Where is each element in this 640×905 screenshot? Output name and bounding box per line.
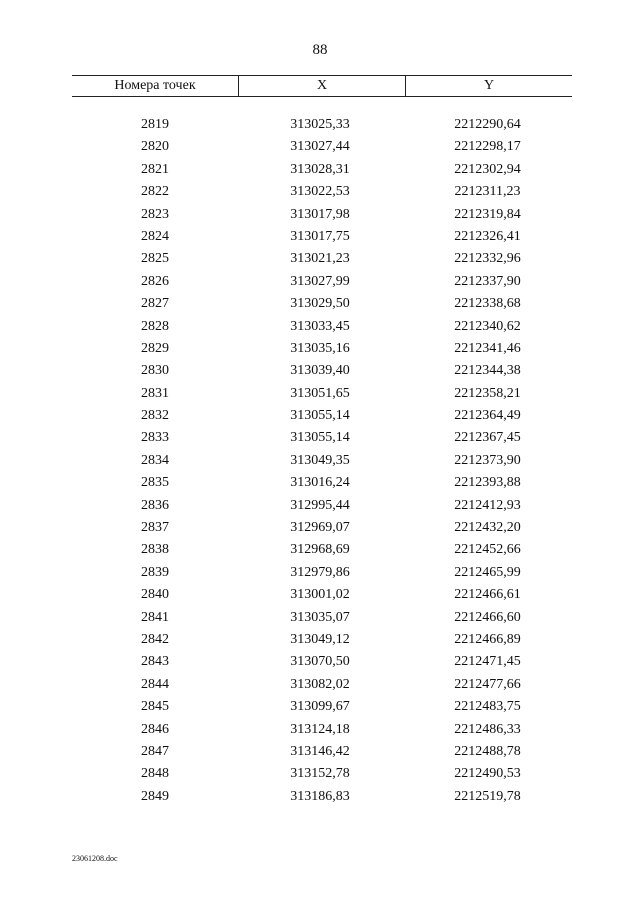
x-coordinate-cell: 313028,31 — [290, 161, 350, 177]
x-coordinate-cell: 313029,50 — [290, 296, 350, 312]
x-coordinate-cell: 313017,75 — [290, 228, 350, 244]
y-coordinate-cell: 2212519,78 — [454, 788, 521, 804]
y-coordinate-cell: 2212466,60 — [454, 609, 521, 625]
table-row — [0, 271, 640, 293]
point-number-cell: 2821 — [141, 161, 169, 177]
point-number-cell: 2827 — [141, 296, 169, 312]
point-number-cell: 2830 — [141, 363, 169, 379]
y-coordinate-cell: 2212332,96 — [454, 251, 521, 267]
point-number-cell: 2839 — [141, 564, 169, 580]
y-coordinate-cell: 2212311,23 — [454, 184, 521, 200]
y-coordinate-cell: 2212302,94 — [454, 161, 521, 177]
x-coordinate-cell: 313082,02 — [290, 676, 350, 692]
x-coordinate-cell: 313035,16 — [290, 340, 350, 356]
table-row — [0, 763, 640, 785]
table-row — [0, 539, 640, 561]
table-row — [0, 786, 640, 808]
x-coordinate-cell: 313049,12 — [290, 631, 350, 647]
point-number-cell: 2828 — [141, 318, 169, 334]
table-row — [0, 136, 640, 158]
table-row — [0, 562, 640, 584]
table-row — [0, 360, 640, 382]
y-coordinate-cell: 2212477,66 — [454, 676, 521, 692]
table-row — [0, 607, 640, 629]
table-row — [0, 383, 640, 405]
point-number-cell: 2832 — [141, 408, 169, 424]
point-number-cell: 2823 — [141, 206, 169, 222]
table-row — [0, 495, 640, 517]
table-row — [0, 629, 640, 651]
table-header — [72, 76, 572, 96]
x-coordinate-cell: 313016,24 — [290, 475, 350, 491]
point-number-cell: 2820 — [141, 139, 169, 155]
point-number-cell: 2846 — [141, 721, 169, 737]
y-coordinate-cell: 2212452,66 — [454, 542, 521, 558]
table-row — [0, 517, 640, 539]
y-coordinate-cell: 2212466,89 — [454, 631, 521, 647]
table-row — [0, 226, 640, 248]
x-coordinate-cell: 313035,07 — [290, 609, 350, 625]
point-number-cell: 2826 — [141, 273, 169, 289]
x-coordinate-cell: 313049,35 — [290, 452, 350, 468]
y-coordinate-cell: 2212483,75 — [454, 699, 521, 715]
point-number-cell: 2836 — [141, 497, 169, 513]
x-coordinate-cell: 312995,44 — [290, 497, 350, 513]
x-coordinate-cell: 313001,02 — [290, 587, 350, 603]
point-number-cell: 2833 — [141, 430, 169, 446]
table-row — [0, 472, 640, 494]
point-number-cell: 2848 — [141, 766, 169, 782]
point-number-cell: 2837 — [141, 520, 169, 536]
x-coordinate-cell: 313025,33 — [290, 117, 350, 132]
point-number-cell: 2838 — [141, 542, 169, 558]
x-coordinate-cell: 313099,67 — [290, 699, 350, 715]
y-coordinate-cell: 2212471,45 — [454, 654, 521, 670]
point-number-cell: 2844 — [141, 676, 169, 692]
point-number-cell: 2829 — [141, 340, 169, 356]
x-coordinate-cell: 313039,40 — [290, 363, 350, 379]
table-row — [0, 450, 640, 472]
header-y: Y — [483, 78, 495, 93]
header-x: X — [239, 76, 406, 96]
x-coordinate-cell: 313055,14 — [290, 408, 350, 424]
header-point-number: Номера точек — [72, 76, 239, 96]
y-coordinate-cell: 2212412,93 — [454, 497, 521, 513]
x-coordinate-cell: 313186,83 — [290, 788, 350, 804]
x-coordinate-cell: 313124,18 — [290, 721, 350, 737]
y-coordinate-cell: 2212466,61 — [454, 587, 521, 603]
point-number-cell: 2822 — [141, 184, 169, 200]
y-coordinate-cell: 2212319,84 — [454, 206, 521, 222]
table-body — [0, 114, 640, 808]
y-coordinate-cell: 2212432,20 — [454, 520, 521, 536]
table-row — [0, 316, 640, 338]
y-coordinate-cell: 2212341,46 — [454, 340, 521, 356]
y-coordinate-cell: 2212290,64 — [454, 117, 521, 132]
y-coordinate-cell: 2212344,38 — [454, 363, 521, 379]
table-row — [0, 114, 640, 136]
x-coordinate-cell: 312969,07 — [290, 520, 350, 536]
x-coordinate-cell: 313022,53 — [290, 184, 350, 200]
y-coordinate-cell: 2212340,62 — [454, 318, 521, 334]
x-coordinate-cell: 312979,86 — [290, 564, 350, 580]
x-coordinate-cell: 313070,50 — [290, 654, 350, 670]
point-number-cell: 2819 — [141, 117, 169, 132]
x-coordinate-cell: 313017,98 — [290, 206, 350, 222]
page-number: 88 — [312, 42, 328, 58]
x-coordinate-cell: 313055,14 — [290, 430, 350, 446]
point-number-cell: 2831 — [141, 385, 169, 401]
point-number-cell: 2825 — [141, 251, 169, 267]
y-coordinate-cell: 2212486,33 — [454, 721, 521, 737]
x-coordinate-cell: 313021,23 — [290, 251, 350, 267]
table-row — [0, 405, 640, 427]
point-number-cell: 2824 — [141, 228, 169, 244]
x-coordinate-cell: 313146,42 — [290, 743, 350, 759]
table-row — [0, 584, 640, 606]
table-row — [0, 427, 640, 449]
table-row — [0, 719, 640, 741]
y-coordinate-cell: 2212364,49 — [454, 408, 521, 424]
y-coordinate-cell: 2212298,17 — [454, 139, 521, 155]
point-number-cell: 2840 — [141, 587, 169, 603]
y-coordinate-cell: 2212338,68 — [454, 296, 521, 312]
x-coordinate-cell: 313033,45 — [290, 318, 350, 334]
y-coordinate-cell: 2212358,21 — [454, 385, 521, 401]
table-row — [0, 741, 640, 763]
y-coordinate-cell: 2212393,88 — [454, 475, 521, 491]
table-row — [0, 338, 640, 360]
footer-filename: 23061208.doc — [72, 854, 118, 863]
y-coordinate-cell: 2212488,78 — [454, 743, 521, 759]
point-number-cell: 2835 — [141, 475, 169, 491]
y-coordinate-cell: 2212337,90 — [454, 273, 521, 289]
point-number-cell: 2834 — [141, 452, 169, 468]
y-coordinate-cell: 2212367,45 — [454, 430, 521, 446]
point-number-cell: 2849 — [141, 788, 169, 804]
y-coordinate-cell: 2212465,99 — [454, 564, 521, 580]
x-coordinate-cell: 313152,78 — [290, 766, 350, 782]
table-row — [0, 181, 640, 203]
table-row — [0, 204, 640, 226]
point-number-cell: 2842 — [141, 631, 169, 647]
table-row — [0, 696, 640, 718]
table-header-rule — [72, 96, 572, 97]
x-coordinate-cell: 312968,69 — [290, 542, 350, 558]
point-number-cell: 2847 — [141, 743, 169, 759]
point-number-cell: 2841 — [141, 609, 169, 625]
table-row — [0, 293, 640, 315]
table-row — [0, 248, 640, 270]
point-number-cell: 2845 — [141, 699, 169, 715]
table-row — [0, 674, 640, 696]
y-coordinate-cell: 2212490,53 — [454, 766, 521, 782]
x-coordinate-cell: 313027,44 — [290, 139, 350, 155]
x-coordinate-cell: 313051,65 — [290, 385, 350, 401]
x-coordinate-cell: 313027,99 — [290, 273, 350, 289]
point-number-cell: 2843 — [141, 654, 169, 670]
table-row — [0, 159, 640, 181]
y-coordinate-cell: 2212326,41 — [454, 228, 521, 244]
table-row — [0, 651, 640, 673]
y-coordinate-cell: 2212373,90 — [454, 452, 521, 468]
